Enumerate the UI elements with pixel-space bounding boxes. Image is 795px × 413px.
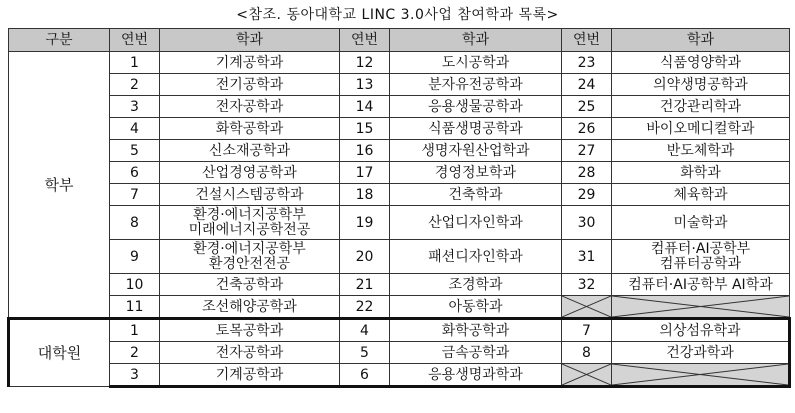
- table-caption: <참조. 동아대학교 LINC 3.0사업 참여학과 목록>: [236, 7, 559, 23]
- number-cell: 30: [562, 206, 612, 240]
- department-cell: 바이오메디컬학과: [612, 118, 790, 140]
- number-cell: 23: [562, 52, 612, 74]
- table-row: [9, 319, 790, 342]
- number-cell: 7: [110, 184, 160, 206]
- table-row: [9, 74, 790, 96]
- table-row: [9, 52, 790, 74]
- table-row: [9, 296, 790, 319]
- number-cell: 15: [340, 118, 390, 140]
- department-cell: 화학과: [612, 162, 790, 184]
- number-cell: 4: [340, 319, 390, 342]
- number-cell: 7: [562, 319, 612, 342]
- number-cell: 11: [110, 296, 160, 319]
- department-cell: 전자공학과: [160, 342, 340, 364]
- header-department: 학과: [612, 29, 790, 52]
- department-cell: 응용생명과학과: [390, 364, 562, 387]
- number-cell: 22: [340, 296, 390, 319]
- table-row: [9, 96, 790, 118]
- department-cell: 건축공학과: [160, 274, 340, 296]
- department-cell: 패션디자인학과: [390, 240, 562, 274]
- department-cell: 화학공학과: [160, 118, 340, 140]
- number-cell: 24: [562, 74, 612, 96]
- number-cell: 26: [562, 118, 612, 140]
- table-row: [9, 206, 790, 240]
- number-cell: 29: [562, 184, 612, 206]
- number-cell: 9: [110, 240, 160, 274]
- number-cell: 19: [340, 206, 390, 240]
- table-row: [9, 274, 790, 296]
- department-cell: 의상섬유학과: [612, 319, 790, 342]
- department-table: [7, 28, 791, 388]
- department-cell: 전자공학과: [160, 96, 340, 118]
- number-cell: 12: [340, 52, 390, 74]
- number-cell: 20: [340, 240, 390, 274]
- header-category: 구분: [9, 29, 110, 52]
- table-row: [9, 162, 790, 184]
- number-cell: 3: [110, 364, 160, 387]
- table-row: [9, 140, 790, 162]
- department-cell: 환경·에너지공학부 환경안전전공: [160, 240, 340, 274]
- department-cell: 금속공학과: [390, 342, 562, 364]
- department-cell: 분자유전공학과: [390, 74, 562, 96]
- department-cell: 신소재공학과: [160, 140, 340, 162]
- category-cell: 학부: [9, 52, 110, 319]
- header-department: 학과: [160, 29, 340, 52]
- number-cell: 31: [562, 240, 612, 274]
- number-cell: 28: [562, 162, 612, 184]
- number-cell: 13: [340, 74, 390, 96]
- header-department: 학과: [390, 29, 562, 52]
- department-cell: 반도체학과: [612, 140, 790, 162]
- empty-cross-icon: [612, 296, 789, 317]
- department-cell: 산업경영공학과: [160, 162, 340, 184]
- table-row: [9, 342, 790, 364]
- empty-cross-icon: [612, 364, 788, 385]
- number-cell: 1: [110, 52, 160, 74]
- empty-cell: [562, 296, 612, 319]
- number-cell: 17: [340, 162, 390, 184]
- department-cell: 건강과학과: [612, 342, 790, 364]
- empty-cell: [612, 364, 790, 387]
- department-cell: 컴퓨터·AI공학부 컴퓨터공학과: [612, 240, 790, 274]
- empty-cell: [612, 296, 790, 319]
- department-cell: 식품영양학과: [612, 52, 790, 74]
- department-cell: 컴퓨터·AI공학부 AI학과: [612, 274, 790, 296]
- department-cell: 기계공학과: [160, 364, 340, 387]
- table-row: [9, 184, 790, 206]
- header-row: [9, 29, 790, 52]
- number-cell: 2: [110, 342, 160, 364]
- department-cell: 조경학과: [390, 274, 562, 296]
- department-cell: 아동학과: [390, 296, 562, 319]
- number-cell: 5: [340, 342, 390, 364]
- number-cell: 6: [340, 364, 390, 387]
- number-cell: 8: [562, 342, 612, 364]
- table-row: [9, 118, 790, 140]
- department-cell: 전기공학과: [160, 74, 340, 96]
- department-cell: 기계공학과: [160, 52, 340, 74]
- header-number: 연번: [562, 29, 612, 52]
- department-cell: 건설시스템공학과: [160, 184, 340, 206]
- number-cell: 5: [110, 140, 160, 162]
- number-cell: 27: [562, 140, 612, 162]
- number-cell: 6: [110, 162, 160, 184]
- department-cell: 미술학과: [612, 206, 790, 240]
- header-number: 연번: [340, 29, 390, 52]
- number-cell: 14: [340, 96, 390, 118]
- category-cell: 대학원: [9, 319, 110, 387]
- department-cell: 환경·에너지공학부 미래에너지공학전공: [160, 206, 340, 240]
- number-cell: 25: [562, 96, 612, 118]
- number-cell: 3: [110, 96, 160, 118]
- department-cell: 체육학과: [612, 184, 790, 206]
- department-cell: 산업디자인학과: [390, 206, 562, 240]
- department-cell: 경영정보학과: [390, 162, 562, 184]
- department-cell: 건강관리학과: [612, 96, 790, 118]
- department-cell: 건축학과: [390, 184, 562, 206]
- table-row: [9, 364, 790, 387]
- number-cell: 8: [110, 206, 160, 240]
- department-cell: 의약생명공학과: [612, 74, 790, 96]
- number-cell: 4: [110, 118, 160, 140]
- department-cell: 응용생물공학과: [390, 96, 562, 118]
- department-cell: 토목공학과: [160, 319, 340, 342]
- department-cell: 조선해양공학과: [160, 296, 340, 319]
- table-row: [9, 240, 790, 274]
- department-cell: 화학공학과: [390, 319, 562, 342]
- empty-cell: [562, 364, 612, 387]
- number-cell: 1: [110, 319, 160, 342]
- number-cell: 2: [110, 74, 160, 96]
- department-cell: 식품생명공학과: [390, 118, 562, 140]
- number-cell: 21: [340, 274, 390, 296]
- header-number: 연번: [110, 29, 160, 52]
- department-cell: 생명자원산업학과: [390, 140, 562, 162]
- empty-cross-icon: [562, 296, 611, 317]
- number-cell: 32: [562, 274, 612, 296]
- number-cell: 16: [340, 140, 390, 162]
- number-cell: 18: [340, 184, 390, 206]
- number-cell: 10: [110, 274, 160, 296]
- department-cell: 도시공학과: [390, 52, 562, 74]
- empty-cross-icon: [562, 364, 611, 385]
